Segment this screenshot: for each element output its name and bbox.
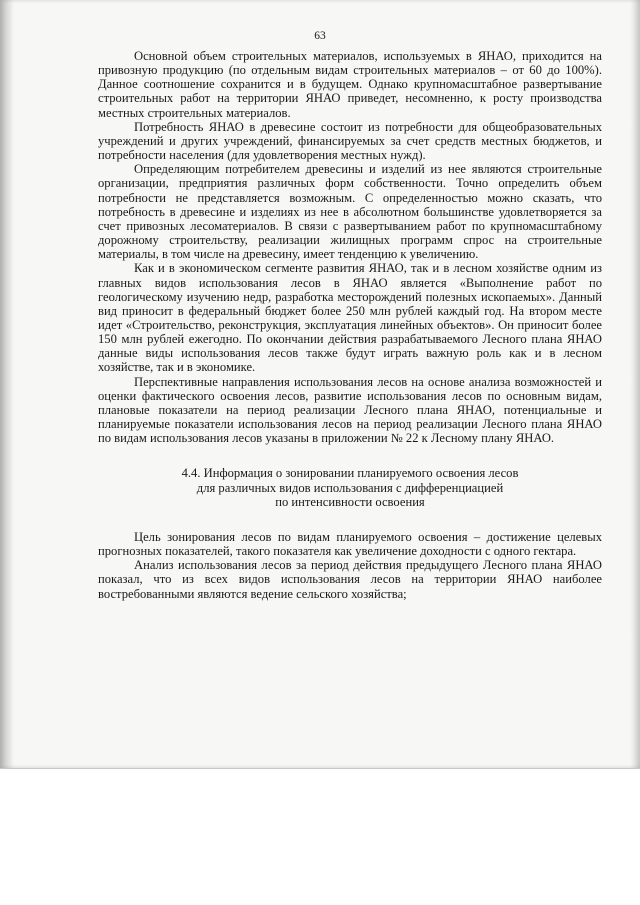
section-heading-line-3: по интенсивности освоения — [275, 495, 425, 510]
document-body — [98, 49, 602, 601]
section-heading-4-4 — [98, 466, 602, 510]
paragraph-wood-demand: Потребность ЯНАО в древесине состоит из потребности для общеобразовательных учреждений и других учреждений, финансируемых за счет средств местных бюджетов, и потребности населения (для удовлетворения местных нужд). — [98, 119, 602, 163]
paragraph-zoning-goal: Цель зонирования лесов по видам планируемого освоения – достижение целевых прогнозных показателей, такого показателя как увеличение доходности с одного гектара. — [98, 529, 602, 559]
section-heading-line-2: для различных видов использования с дифференциацией — [196, 480, 504, 495]
paragraph-usage-analysis: Анализ использования лесов за период действия предыдущего Лесного плана ЯНАО показал, что из всех видов использования лесов на территории ЯНАО наиболее востребованными являются ведение сельского хозяйства; — [98, 558, 602, 601]
paragraph-main-consumers: Определяющим потребителем древесины и изделий из нее являются строительные организации, предприятия различных форм собственности. Точно определить объем потребности не представляется возможным. С определенностью можно сказать, что потребность в древесине и изделиях из нее в абсолютном большинстве удовлетворяется за счет привозных лесоматериалов. В связи с развертыванием работ по крупномасштабному дорожному строительству, реализации жилищных программ спрос на строительные материалы, в том числе на древесину, имеет тенденцию к увеличению. — [98, 162, 602, 262]
section-heading-line-1: 4.4. Информация о зонировании планируемого освоения лесов — [181, 466, 519, 481]
paragraph-forest-use-types: Как и в экономическом сегменте развития ЯНАО, так и в лесном хозяйстве одним из главных видов использования лесов в ЯНАО является «Выполнение работ по геологическому изучению недр, разработка месторождений полезных ископаемых». Данный вид приносит в федеральный бюджет более 250 млн рублей каждый год. На втором месте идет «Строительство, реконструкция, эксплуатация линейных объектов». Он приносит более 150 млн рублей ежегодно. По окончании действия разрабатываемого Лесного плана ЯНАО данные виды использования лесов также будут играть важную роль как и в лесном хозяйстве, так и в экономике. — [98, 261, 602, 375]
paragraph-building-materials: Основной объем строительных материалов, используемых в ЯНАО, приходится на привозную продукцию (по отдельным видам строительных материалов – от 60 до 100%). Данное соотношение сохранится и в будущем. Однако крупномасштабное развертывание строительных работ на территории ЯНАО приведет, несомненно, к росту производства местных строительных материалов. — [98, 49, 602, 120]
page-number: 63 — [314, 30, 326, 42]
paragraph-prospective-directions: Перспективные направления использования лесов на основе анализа возможностей и оценки фактического освоения лесов, развитие использования лесов по основным видам, плановые показатели на период реализации Лесного плана ЯНАО, потенциальные и планируемые показатели использования лесов на период реализации Лесного плана ЯНАО по видам использования лесов указаны в приложении № 22 к Лесному плану ЯНАО. — [98, 374, 602, 446]
